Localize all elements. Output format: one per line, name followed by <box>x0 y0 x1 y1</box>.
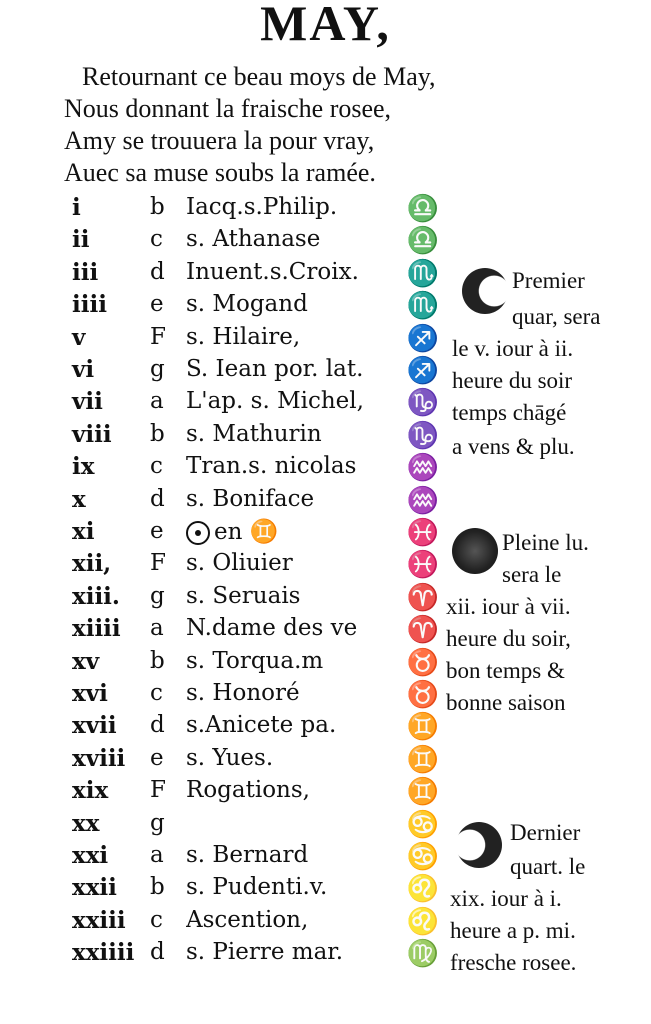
zodiac-sign: ♋ <box>406 842 440 872</box>
day-number: vii <box>72 388 103 416</box>
zodiac-sign: ♒ <box>406 453 440 484</box>
zodiac-sign: ♉ <box>406 680 440 710</box>
saint-name: s. Athanase <box>186 226 321 253</box>
dominical-letter: b <box>150 874 165 901</box>
moon-note: fresche rosee. <box>450 950 577 975</box>
zodiac-sign: ♑ <box>406 420 440 451</box>
zodiac-sign: ♋ <box>406 809 440 840</box>
verse-line: Amy se trouuera la pour vray, <box>64 126 375 155</box>
zodiac-sign: ♏ <box>406 291 440 322</box>
saint-name: s.Anicete pa. <box>186 712 337 739</box>
sun-icon <box>186 521 210 545</box>
moon-note: a vens & plu. <box>452 434 575 459</box>
saint-name: s. Torqua.m <box>186 647 324 674</box>
day-number: xi <box>72 518 95 545</box>
moon-note: temps chāgé <box>452 400 567 425</box>
day-number: ix <box>72 453 95 481</box>
saint-name: Iacq.s.Philip. <box>186 194 338 220</box>
dominical-letter: b <box>150 647 165 674</box>
saint-name: s. Mathurin <box>186 420 322 447</box>
saint-name-text: en ♊ <box>214 519 279 545</box>
saint-name: s. Yues. <box>186 744 274 771</box>
zodiac-sign: ♐ <box>406 323 440 354</box>
saint-name: s. Pierre mar. <box>186 939 344 966</box>
full-moon-icon <box>452 528 498 574</box>
moon-note: bon temps & <box>446 658 565 683</box>
zodiac-sign: ♍ <box>406 939 440 970</box>
zodiac-sign: ♊ <box>406 712 440 743</box>
zodiac-sign: ♌ <box>406 906 440 937</box>
moon-note: xii. iour à vii. <box>446 594 571 619</box>
day-number: xiii. <box>72 582 120 610</box>
moon-note: xix. iour à i. <box>450 886 562 911</box>
saint-name: s. Honoré <box>186 680 300 706</box>
dominical-letter: d <box>150 712 165 739</box>
day-number: xvi <box>72 680 108 707</box>
dominical-letter: d <box>150 485 165 512</box>
saint-name: Tran.s. nicolas <box>186 453 357 480</box>
day-number: xvii <box>72 712 117 740</box>
dominical-letter: F <box>150 323 166 350</box>
dominical-letter: c <box>150 453 163 480</box>
moon-note: quar, sera <box>512 304 601 329</box>
zodiac-sign: ♌ <box>406 874 440 905</box>
page-title: MAY, <box>260 0 391 51</box>
zodiac-sign: ♉ <box>406 647 440 678</box>
dominical-letter: c <box>150 906 163 933</box>
zodiac-sign: ♈ <box>406 615 440 646</box>
zodiac-sign: ♏ <box>406 258 440 289</box>
dominical-letter: e <box>150 291 164 318</box>
moon-note: Premier <box>512 268 585 293</box>
dominical-letter: a <box>150 388 164 415</box>
day-number: xii, <box>72 550 112 578</box>
table-row <box>0 712 651 744</box>
saint-name: S. Iean por. lat. <box>186 356 364 382</box>
saint-name: Inuent.s.Croix. <box>186 258 359 285</box>
day-number: xx <box>72 809 100 837</box>
moon-note: le v. iour à ii. <box>452 336 574 361</box>
table-row <box>0 194 651 226</box>
day-number: viii <box>72 420 112 448</box>
day-number: xix <box>72 777 109 805</box>
day-number: xxi <box>72 842 109 869</box>
day-number: iiii <box>72 291 107 319</box>
moon-note: sera le <box>502 562 562 587</box>
saint-name: s. Bernard <box>186 842 309 868</box>
zodiac-sign: ♓ <box>406 518 440 548</box>
day-number: xxiii <box>72 906 126 934</box>
dominical-letter: g <box>150 582 165 609</box>
day-number: ii <box>72 226 90 254</box>
saint-name: Ascention, <box>186 906 309 933</box>
saint-name: s. Boniface <box>186 485 315 512</box>
first-quarter-moon-icon <box>462 268 508 314</box>
dominical-letter: e <box>150 744 164 771</box>
dominical-letter: b <box>150 420 165 447</box>
dominical-letter: b <box>150 194 165 220</box>
saint-name: s. Pudenti.v. <box>186 874 328 901</box>
moon-note: Dernier <box>510 820 581 845</box>
zodiac-sign: ♊ <box>406 744 440 775</box>
saint-name: s. Hilaire, <box>186 323 301 350</box>
dominical-letter: c <box>150 680 163 706</box>
zodiac-sign: ♎ <box>406 194 440 224</box>
dominical-letter: g <box>150 356 165 382</box>
dominical-letter: e <box>150 518 164 544</box>
day-number: vi <box>72 356 95 383</box>
zodiac-sign: ♓ <box>406 550 440 581</box>
table-row <box>0 226 651 258</box>
moon-note: quart. le <box>510 854 586 879</box>
zodiac-sign: ♎ <box>406 226 440 257</box>
zodiac-sign: ♐ <box>406 356 440 386</box>
day-number: v <box>72 323 86 351</box>
verse-line: Auec sa muse soubs la ramée. <box>64 158 376 187</box>
day-number: xviii <box>72 744 126 772</box>
dominical-letter: d <box>150 258 165 285</box>
saint-name: s. Seruais <box>186 582 301 609</box>
saint-name: Rogations, <box>186 777 310 804</box>
zodiac-sign: ♈ <box>406 582 440 613</box>
day-number: xxiiii <box>72 939 135 967</box>
dominical-letter: g <box>150 809 165 836</box>
saint-name <box>186 518 391 545</box>
dominical-letter: a <box>150 842 164 868</box>
saint-name: s. Mogand <box>186 291 308 318</box>
dominical-letter: d <box>150 939 165 966</box>
table-row <box>0 745 651 777</box>
day-number: iii <box>72 258 99 286</box>
dominical-letter: c <box>150 226 163 253</box>
moon-note: Pleine lu. <box>502 530 589 555</box>
saint-name: s. Oliuier <box>186 550 293 577</box>
last-quarter-moon-icon <box>456 822 502 868</box>
day-number: x <box>72 485 86 513</box>
dominical-letter: F <box>150 550 166 577</box>
zodiac-sign: ♑ <box>406 388 440 419</box>
day-number: xxii <box>72 874 117 902</box>
dominical-letter: F <box>150 777 166 804</box>
zodiac-sign: ♒ <box>406 485 440 516</box>
day-number: xiiii <box>72 615 121 643</box>
moon-note: heure du soir, <box>446 626 571 651</box>
verse-line: Retournant ce beau moys de May, <box>82 62 436 91</box>
day-number: xv <box>72 647 100 675</box>
table-row <box>0 777 651 809</box>
saint-name: N.dame des ve <box>186 615 358 642</box>
table-row <box>0 486 651 518</box>
saint-name: L'ap. s. Michel, <box>186 388 364 415</box>
moon-note: heure du soir <box>452 368 573 393</box>
zodiac-sign: ♊ <box>406 777 440 808</box>
verse-line: Nous donnant la fraische rosee, <box>64 94 392 123</box>
dominical-letter: a <box>150 615 164 642</box>
moon-note: bonne saison <box>446 690 566 715</box>
moon-note: heure a p. mi. <box>450 918 576 943</box>
day-number: i <box>72 194 81 221</box>
